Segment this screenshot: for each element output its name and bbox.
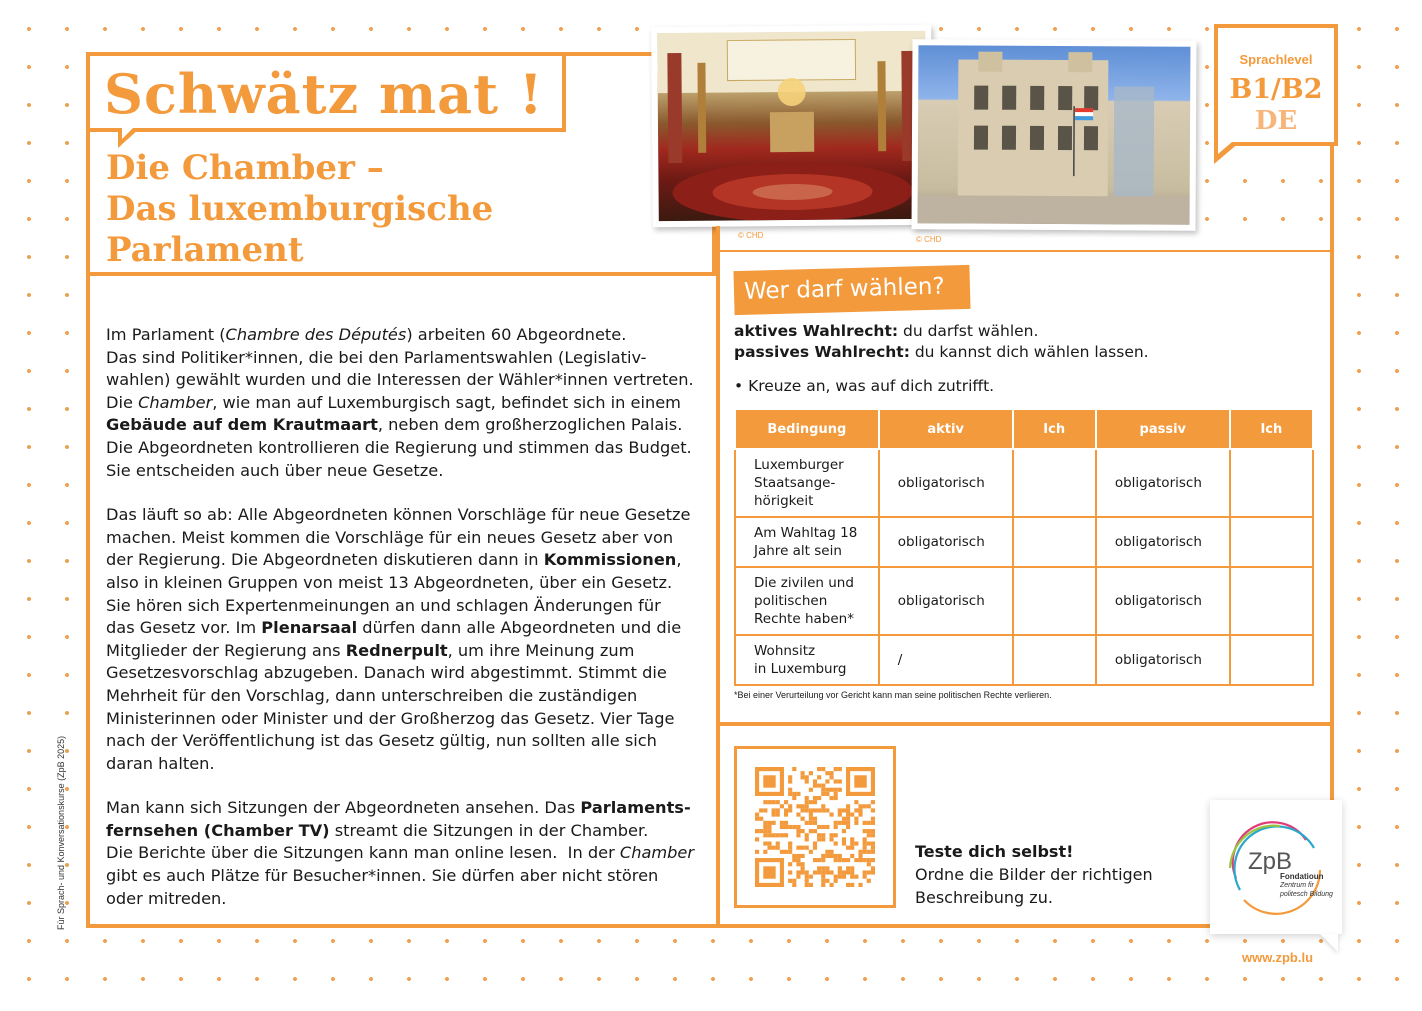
frame-line-right-top <box>1330 142 1334 256</box>
quiz-title: Teste dich selbst! <box>915 842 1074 861</box>
logo-line-2: Zentrum fir <box>1280 882 1314 889</box>
bubble-tail-inner <box>122 126 135 139</box>
ich-checkbox-active[interactable] <box>1013 449 1096 517</box>
passive-right-text: du kannst dich wählen lassen. <box>909 343 1149 361</box>
photo-chamber-building <box>912 39 1197 230</box>
active-cell: obligatorisch <box>879 449 1013 517</box>
main-text <box>106 324 712 932</box>
text-segment: Kommissionen <box>543 550 677 570</box>
table-header-row <box>735 409 1313 449</box>
logo-mark: ZpB <box>1248 848 1293 875</box>
passive-right-line <box>734 343 1149 361</box>
text-segment: streamt die Sitzungen in der Chamber. Die Berichte über die Sitzungen kann man online lesen. In der <box>106 820 649 863</box>
paragraph-3 <box>106 797 712 910</box>
text-segment: , um ihre Meinung zum Gesetzesvorschlag abzugeben. Danach wird abgestimmt. Stimmt die Mehrheit für den Vorschlag, dann unterschreiben die zuständigen Ministerinnen oder Minister und der Großherzog das Gesetz. Vier Tage nach der Veröffentlichung ist das Gesetz gültig, nun sollten alle sich daran halten. <box>106 640 675 773</box>
text-segment: Parlaments- fernsehen (Chamber TV) <box>106 798 691 840</box>
level-label: Sprachlevel <box>1239 52 1313 67</box>
text-segment: Im Parlament ( <box>106 325 226 344</box>
text-segment: Rednerpult <box>345 640 448 660</box>
passive-cell: obligatorisch <box>1096 635 1230 685</box>
topic-line-2: Das luxemburgische <box>106 189 494 229</box>
passive-cell: obligatorisch <box>1096 567 1230 635</box>
active-cell: / <box>879 635 1013 685</box>
table-header: Bedingung <box>735 409 879 449</box>
passive-cell: obligatorisch <box>1096 449 1230 517</box>
website-link[interactable]: www.zpb.lu <box>1242 950 1314 965</box>
condition-cell: Wohnsitz in Luxemburg <box>735 635 879 685</box>
logo-line-1: Fondatioun <box>1280 872 1324 881</box>
ich-checkbox-passive[interactable] <box>1230 567 1313 635</box>
ich-checkbox-passive[interactable] <box>1230 635 1313 685</box>
brand-title: Schwätz mat ! <box>104 62 544 126</box>
badge-tail-inner <box>1218 142 1232 154</box>
active-cell: obligatorisch <box>879 517 1013 567</box>
building-illustration <box>918 45 1191 224</box>
active-cell: obligatorisch <box>879 567 1013 635</box>
active-right-text: du darfst wählen. <box>898 322 1039 340</box>
text-segment: , also in kleinen Gruppen von meist 13 Abgeordneten, über ein Gesetz. Sie hören sich Expertenmeinungen an und schlagen Änderungen für das Gesetz vor. Im <box>106 550 682 638</box>
passive-right-label: passives Wahlrecht: <box>734 343 910 361</box>
vote-heading: Wer darf wählen? <box>743 273 945 305</box>
paragraph-2 <box>106 504 712 775</box>
photo-credit-1: © CHD <box>738 231 764 240</box>
table-header: Ich <box>1013 409 1096 449</box>
condition-cell: Die zivilen und politischen Rechte haben* <box>735 567 879 635</box>
level-value: B1/B2 <box>1229 74 1323 105</box>
logo-card-tail <box>1320 934 1338 952</box>
table-header: Ich <box>1230 409 1313 449</box>
quiz-line-1: Ordne die Bilder der richtigen <box>915 865 1153 884</box>
text-segment: Man kann sich Sitzungen der Abgeordneten ansehen. Das <box>106 798 581 818</box>
quiz-line-2: Beschreibung zu. <box>915 888 1053 907</box>
table-row <box>735 517 1313 567</box>
table-row <box>735 635 1313 685</box>
condition-cell: Am Wahltag 18 Jahre alt sein <box>735 517 879 567</box>
plenary-illustration <box>657 31 927 221</box>
logo-line-3: politesch Bildung <box>1280 891 1333 898</box>
text-segment: Chambre des Députés <box>225 325 407 344</box>
text-segment: , neben dem großherzoglichen Palais. Die Abgeordneten kontrollieren die Regierung und stimmen das Budget. Sie entscheiden auch über neue Gesetze. <box>106 415 692 480</box>
ich-checkbox-active[interactable] <box>1013 567 1096 635</box>
text-segment: Das läuft so ab: Alle Abgeordneten können Vorschläge für neue Gesetze machen. Meist kommen die Vorschläge für ein neues Gesetz aber von der Regierung. Die Abgeordneten diskutieren dann in <box>106 505 691 570</box>
brand-bubble <box>90 56 566 132</box>
conditions-table <box>734 408 1314 686</box>
text-segment: dürfen dann alle Abgeordneten und die Mitglieder der Regierung ans <box>106 618 682 660</box>
active-right-label: aktives Wahlrecht: <box>734 322 899 340</box>
quiz-text <box>915 840 1153 909</box>
table-header: aktiv <box>879 409 1013 449</box>
text-segment: gibt es auch Plätze für Besucher*innen. Sie dürfen aber nicht stören oder mitreden. <box>106 866 659 908</box>
condition-cell: Luxemburger Staatsange- hörigkeit <box>735 449 879 517</box>
ich-checkbox-active[interactable] <box>1013 635 1096 685</box>
side-note: Für Sprach- und Konversationskurse (ZpB 2025) <box>56 735 66 930</box>
table-row <box>735 449 1313 517</box>
level-language: DE <box>1254 106 1298 136</box>
text-segment: Plenarsaal <box>261 618 358 638</box>
ich-checkbox-passive[interactable] <box>1230 449 1313 517</box>
table-row <box>735 567 1313 635</box>
text-segment: Chamber <box>619 843 695 863</box>
text-segment: , wie man auf Luxemburgisch sagt, befindet sich in einem <box>212 392 681 412</box>
ich-checkbox-active[interactable] <box>1013 517 1096 567</box>
photo-credit-2: © CHD <box>916 235 942 244</box>
vote-heading-box <box>733 265 970 315</box>
qr-code[interactable] <box>734 746 896 908</box>
main-text-panel <box>86 272 720 928</box>
text-segment: Chamber <box>138 392 213 412</box>
passive-cell: obligatorisch <box>1096 517 1230 567</box>
topic-line-3: Parlament <box>106 230 304 270</box>
text-segment: Gebäude auf dem Krautmaart <box>106 415 378 435</box>
frame-line-photo-left <box>716 226 720 254</box>
paragraph-1 <box>106 324 712 482</box>
table-header: passiv <box>1096 409 1230 449</box>
vote-footnote: *Bei einer Verurteilung vor Gericht kann man seine politischen Rechte verlieren. <box>734 690 1052 700</box>
level-badge <box>1214 24 1338 146</box>
qr-code-icon <box>755 767 875 887</box>
zpb-logo-card <box>1210 800 1342 934</box>
topic-line-1: Die Chamber – <box>106 148 384 188</box>
text-segment: ) arbeiten 60 Abgeordnete. Das sind Politiker*innen, die bei den Parlamentswahlen (Legislativ- wahlen) gewählt wurden und die Interessen der Wähler*innen vertreten. Die <box>106 325 694 412</box>
title-panel <box>86 52 716 276</box>
vote-instruction: • Kreuze an, was auf dich zutrifft. <box>734 377 995 395</box>
active-right-line <box>734 322 1038 340</box>
photo-plenary-hall <box>651 25 933 227</box>
topic-title <box>106 148 493 271</box>
ich-checkbox-passive[interactable] <box>1230 517 1313 567</box>
